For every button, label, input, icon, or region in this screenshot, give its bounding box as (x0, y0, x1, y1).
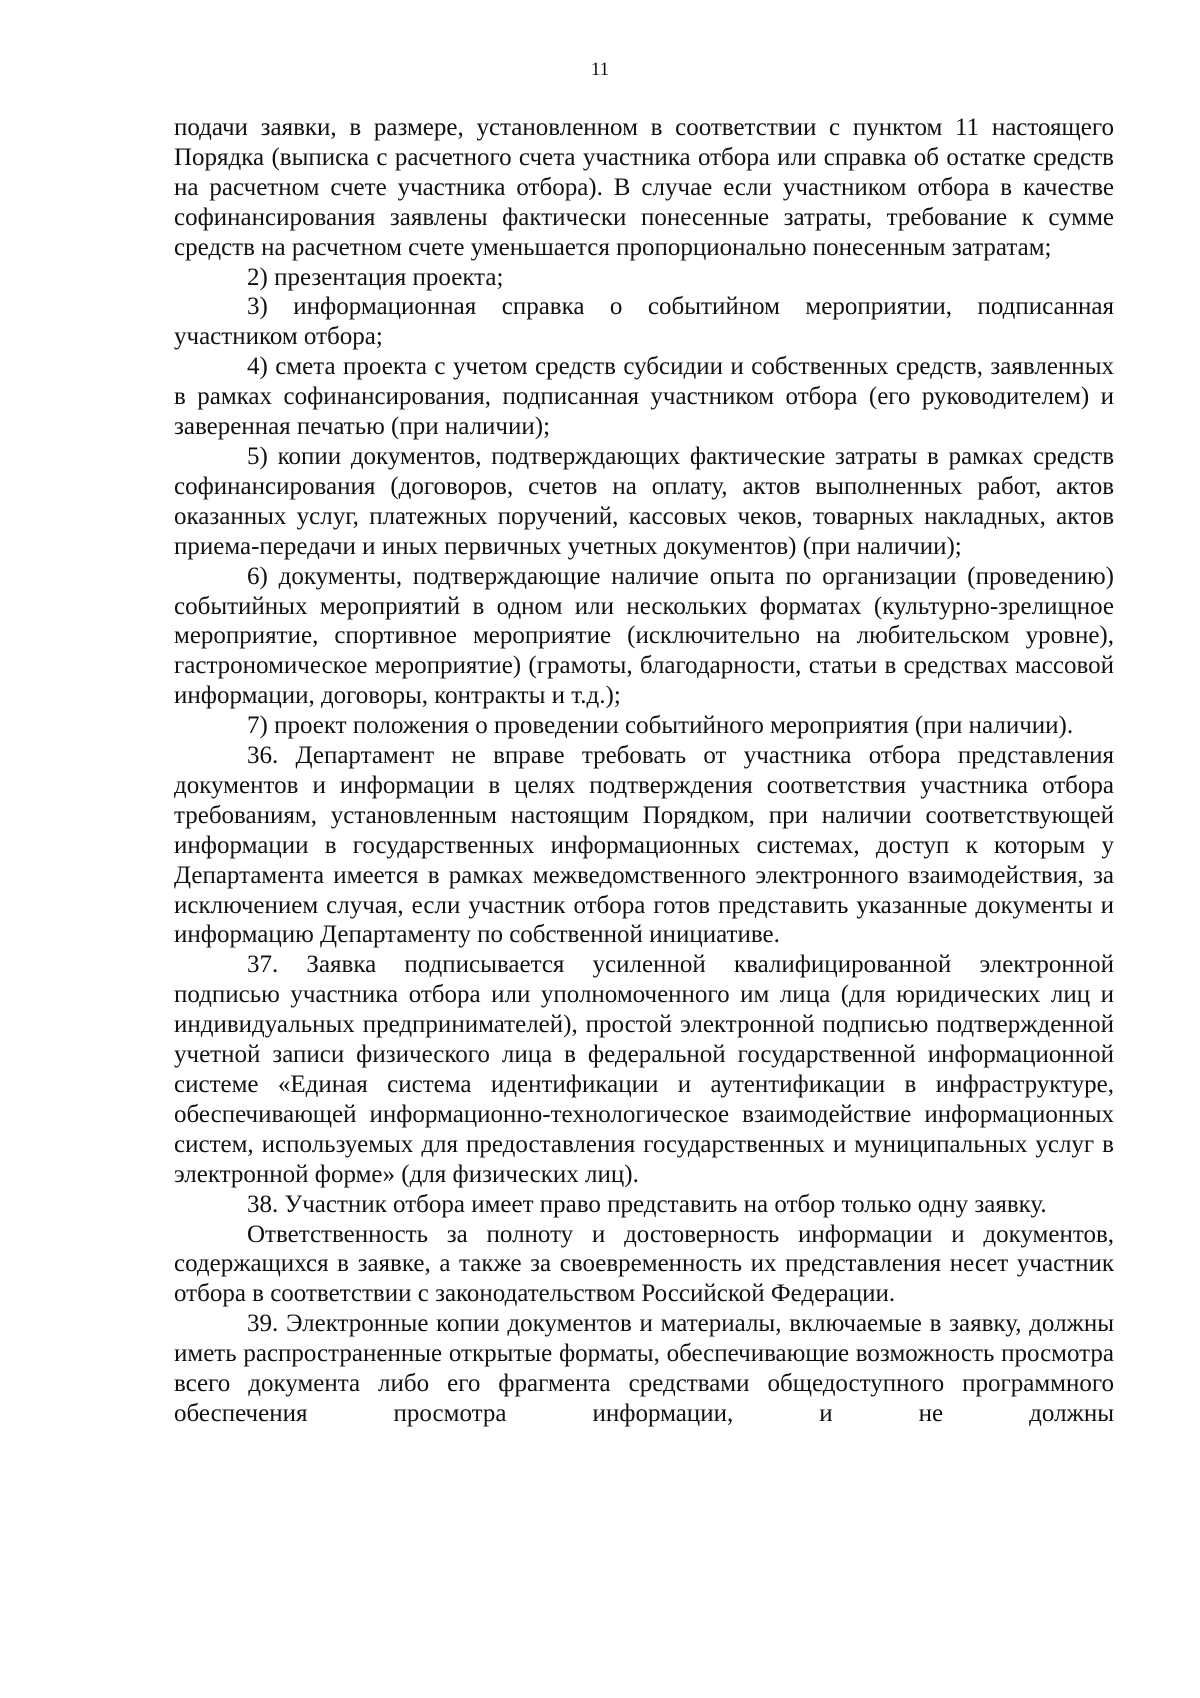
list-item-5: 5) копии документов, подтверждающих фактические затраты в рамках средств софинансирования (договоров, счетов на оплату, актов выполненных работ, актов оказанных услуг, платежных поручений, кассовых чеков, товарных накладных, актов приема-передачи и иных первичных учетных документов) (при наличии); (174, 442, 1114, 560)
list-item-2: 2) презентация проекта; (247, 263, 504, 291)
clause-36: 36. Департамент не вправе требовать от участника отбора представления документов и информации в целях подтверждения соответствия участника отбора требованиям, установленным настоящим Порядком, при наличии соответствующей информации в государственных информационных системах, доступ к которым у Департамента имеется в рамках межведомственного электронного взаимодействия, за исключением случая, если участник отбора готов представить указанные документы и информацию Департаменту по собственной инициативе. (174, 742, 1114, 949)
list-item-7: 7) проект положения о проведении событийного мероприятия (при наличии). (247, 712, 1074, 740)
clause-38: 38. Участник отбора имеет право представить на отбор только одну заявку. (247, 1190, 1047, 1218)
paragraph-continuation: подачи заявки, в размере, установленном в соответствии с пунктом 11 настоящего Порядка (выписка с расчетного счета участника отбора или справка об остатке средств на расчетном счете участника отбора). В случае если участником отбора в качестве софинансирования заявлены фактически понесенные затраты, требование к сумме средств на расчетном счете уменьшается пропорционально понесенным затратам; (174, 114, 1114, 261)
page-number: 11 (590, 59, 610, 80)
list-item-4: 4) смета проекта с учетом средств субсидии и собственных средств, заявленных в рамках софинансирования, подписанная участником отбора (его руководителем) и заверенная печатью (при наличии); (174, 353, 1114, 441)
list-item-6: 6) документы, подтверждающие наличие опыта по организации (проведению) событийных мероприятий в одном или нескольких форматах (культурно-зрелищное мероприятие, спортивное мероприятие (исключительно на любительском уровне), гастрономическое мероприятие) (грамоты, благодарности, статьи в средствах массовой информации, договоры, контракты и т.д.); (174, 562, 1114, 710)
list-item-3: 3) информационная справка о событийном мероприятии, подписанная участником отбора; (174, 293, 1114, 351)
document-body (174, 113, 1114, 1429)
clause-38-responsibility: Ответственность за полноту и достоверность информации и документов, содержащихся в заявке, а также за своевременность их представления несет участник отбора в соответствии с законодательством Российской Федерации. (174, 1220, 1114, 1308)
clause-39: 39. Электронные копии документов и материалы, включаемые в заявку, должны иметь распространенные открытые форматы, обеспечивающие возможность просмотра всего документа либо его фрагмента средствами общедоступного программного обеспечения просмотра информации, и не должны (174, 1310, 1114, 1427)
clause-37: 37. Заявка подписывается усиленной квалифицированной электронной подписью участника отбора или уполномоченного им лица (для юридических лиц и индивидуальных предпринимателей), простой электронной подписью подтвержденной учетной записи физического лица в федеральной государственной информационной системе «Единая система идентификации и аутентификации в инфраструктуре, обеспечивающей информационно-технологическое взаимодействие информационных систем, используемых для предоставления государственных и муниципальных услуг в электронной форме» (для физических лиц). (174, 951, 1114, 1188)
